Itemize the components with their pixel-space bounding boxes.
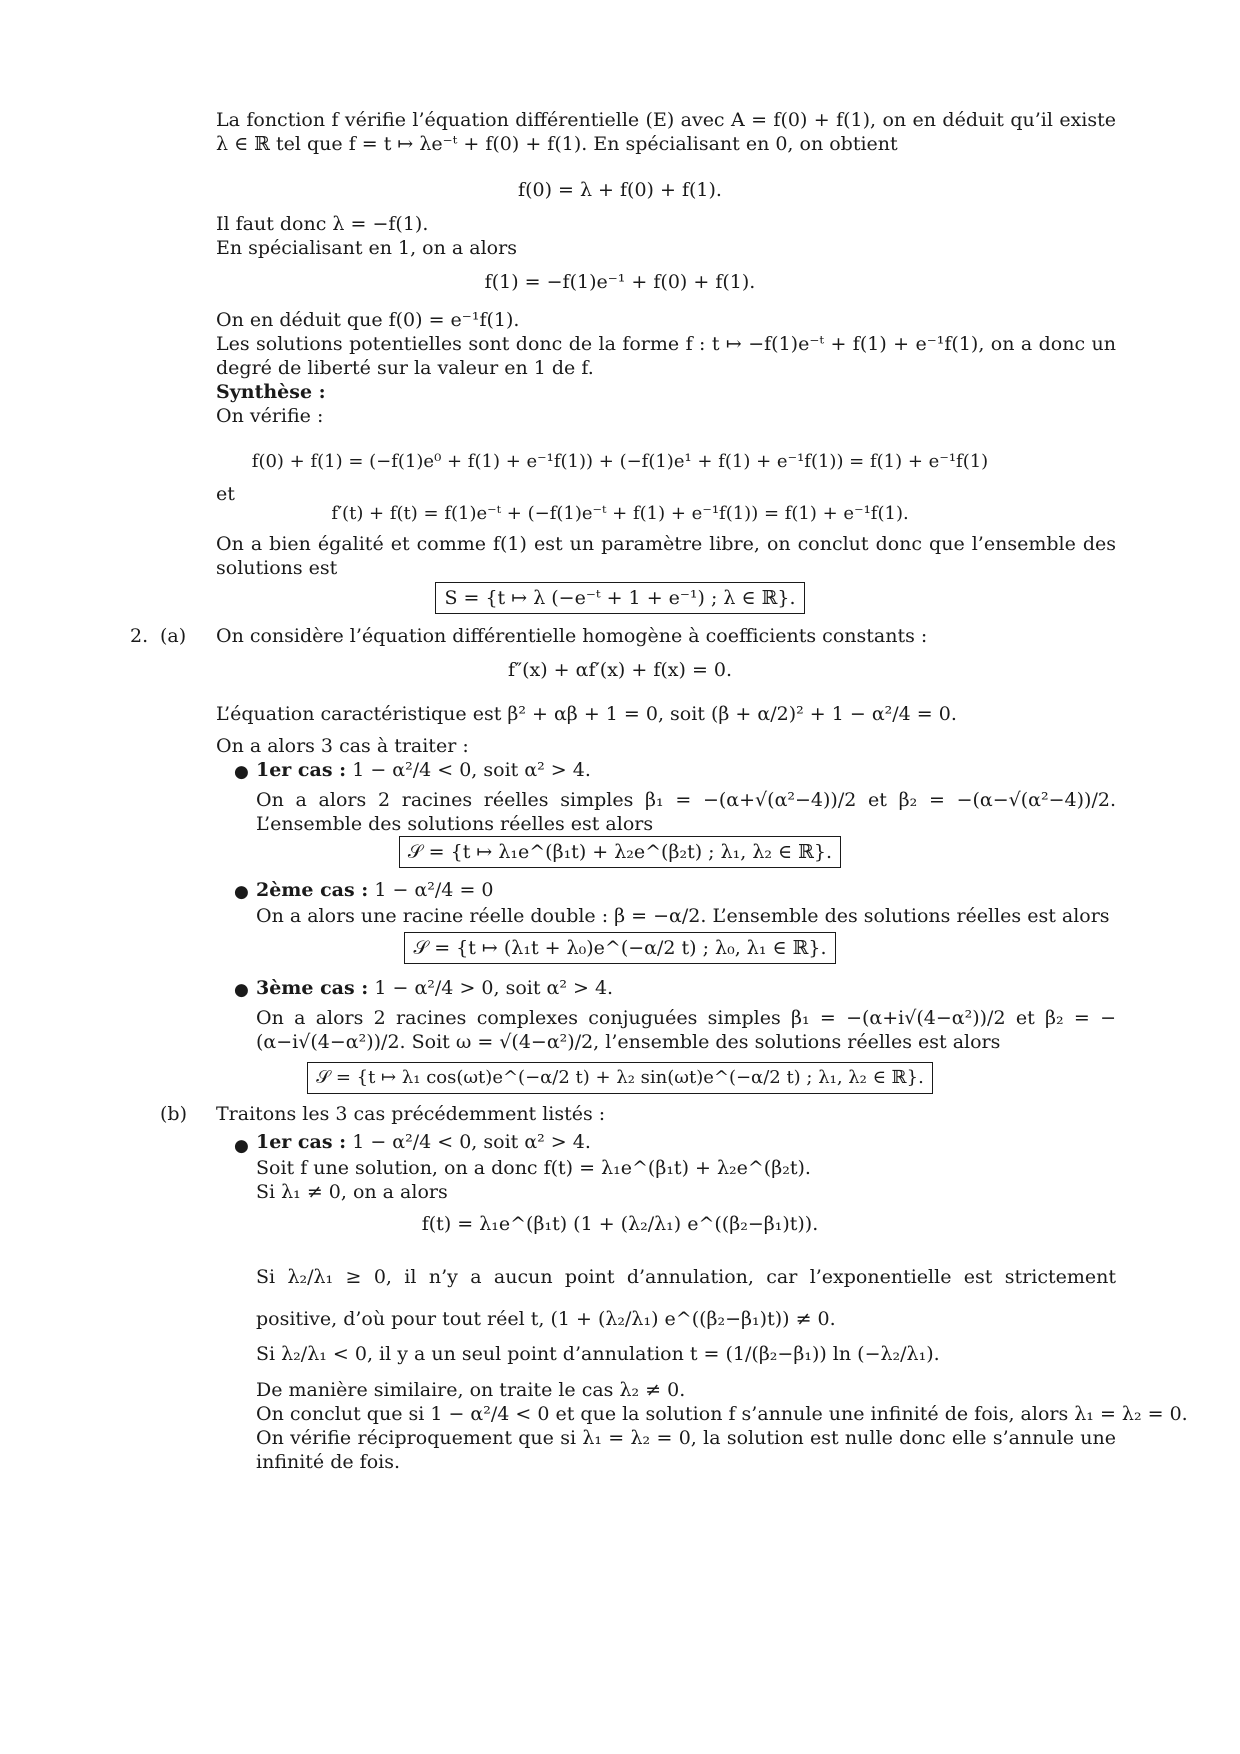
b-case-1-header — [256, 1130, 1116, 1154]
equation-verify-1: f(0) + f(1) = (−f(1)e⁰ + f(1) + e⁻¹f(1)) + (−f(1)e¹ + f(1) + e⁻¹f(1)) = f(1) + e⁻¹f(1) — [251, 451, 989, 472]
text-deduce: On en déduit que f(0) = e⁻¹f(1). — [216, 309, 520, 331]
item-label-b: (b) — [160, 1103, 187, 1125]
heading-synthese — [216, 380, 1116, 404]
equation-homogeneous: f″(x) + αf′(x) + f(x) = 0. — [507, 659, 733, 681]
b-text-5: De manière similaire, on traite le cas λ₂ ≠ 0. — [256, 1379, 686, 1401]
case-3-text: On a alors 2 racines complexes conjuguées simples β₁ = −(α+i√(4−α²))/2 et β₂ = −(α−i√(4−α²))/2. Soit ω = √(4−α²)/2, l’ensemble des solutions réelles est alors — [256, 1007, 1116, 1053]
case-3-header — [256, 976, 1116, 1000]
bullet-b-case-1: ● — [234, 1136, 249, 1156]
boxed-solution-3-wrapper — [0, 932, 1240, 964]
text-a-intro: On considère l’équation différentielle homogène à coefficients constants : — [216, 625, 928, 647]
paragraph-conclusion: On a bien égalité et comme f(1) est un paramètre libre, on conclut donc que l’ensemble des solutions est — [216, 533, 1116, 579]
boxed-solution-1: S = {t ↦ λ (−e⁻ᵗ + 1 + e⁻¹) ; λ ∈ ℝ}. — [435, 582, 804, 614]
bullet-case-1: ● — [234, 762, 249, 782]
b-text-6: On conclut que si 1 − α²/4 < 0 et que la solution f s’annule une infinité de fois, alors λ₁ = λ₂ = 0. — [256, 1403, 1188, 1425]
case-1-condition: 1 − α²/4 < 0, soit α² > 4. — [352, 759, 591, 781]
text-verify: On vérifie : — [216, 405, 324, 427]
heading-synthese-text: Synthèse : — [216, 381, 326, 403]
item-label-a: (a) — [160, 625, 187, 647]
boxed-solution-4-wrapper — [0, 1062, 1240, 1094]
text-specialize-1: En spécialisant en 1, on a alors — [216, 237, 517, 259]
b-text-1: Soit f une solution, on a donc f(t) = λ₁e^(β₁t) + λ₂e^(β₂t). — [256, 1157, 811, 1179]
case-2-text: On a alors une racine réelle double : β = −α/2. L’ensemble des solutions réelles est alors — [256, 905, 1110, 927]
boxed-solution-1-wrapper — [0, 582, 1240, 614]
b-text-4: Si λ₂/λ₁ < 0, il y a un seul point d’annulation t = (1/(β₂−β₁)) ln (−λ₂/λ₁). — [256, 1343, 940, 1365]
boxed-solution-4: 𝒮 = {t ↦ λ₁ cos(ωt)e^(−α/2 t) + λ₂ sin(ωt)e^(−α/2 t) ; λ₁, λ₂ ∈ ℝ}. — [307, 1062, 933, 1094]
case-3-title: 3ème cas : — [256, 977, 369, 999]
equation-verify-2: f′(t) + f(t) = f(1)e⁻ᵗ + (−f(1)e⁻ᵗ + f(1) + e⁻¹f(1)) = f(1) + e⁻¹f(1). — [331, 503, 909, 524]
equation-factorized: f(t) = λ₁e^(β₁t) (1 + (λ₂/λ₁) e^((β₂−β₁)t)). — [421, 1213, 819, 1235]
case-3-condition: 1 − α²/4 > 0, soit α² > 4. — [374, 977, 614, 999]
boxed-solution-3: 𝒮 = {t ↦ (λ₁t + λ₀)e^(−α/2 t) ; λ₀, λ₁ ∈ ℝ}. — [404, 932, 835, 964]
bullet-case-2: ● — [234, 882, 249, 902]
b-text-2: Si λ₁ ≠ 0, on a alors — [256, 1181, 448, 1203]
paragraph-potential-solutions: Les solutions potentielles sont donc de la forme f : t ↦ −f(1)e⁻ᵗ + f(1) + e⁻¹f(1), on a donc un degré de liberté sur la valeur en 1 de f. — [216, 333, 1116, 379]
equation-f1: f(1) = −f(1)e⁻¹ + f(0) + f(1). — [484, 271, 756, 293]
b-case-1-condition: 1 − α²/4 < 0, soit α² > 4. — [352, 1131, 591, 1153]
text-b-intro: Traitons les 3 cas précédemment listés : — [216, 1103, 606, 1125]
case-1-title: 1er cas : — [256, 759, 347, 781]
b-case-1-title: 1er cas : — [256, 1131, 347, 1153]
case-1-header — [256, 758, 1116, 782]
bullet-case-3: ● — [234, 980, 249, 1000]
text-lambda: Il faut donc λ = −f(1). — [216, 213, 429, 235]
case-2-header — [256, 878, 1116, 902]
case-2-title: 2ème cas : — [256, 879, 369, 901]
equation-f0: f(0) = λ + f(0) + f(1). — [518, 179, 722, 201]
b-text-3: Si λ₂/λ₁ ≥ 0, il n’y a aucun point d’annulation, car l’exponentielle est strictement positive, d’où pour tout réel t, (1 + (λ₂/λ₁) e^((β₂−β₁)t)) ≠ 0. — [256, 1266, 1116, 1330]
text-cases-intro: On a alors 3 cas à traiter : — [216, 735, 469, 757]
boxed-solution-2: 𝒮 = {t ↦ λ₁e^(β₁t) + λ₂e^(β₂t) ; λ₁, λ₂ ∈ ℝ}. — [399, 836, 841, 868]
boxed-solution-2-wrapper — [0, 836, 1240, 868]
b-text-7: On vérifie réciproquement que si λ₁ = λ₂ = 0, la solution est nulle donc elle s’annule une infinité de fois. — [256, 1427, 1116, 1473]
text-characteristic: L’équation caractéristique est β² + αβ + 1 = 0, soit (β + α/2)² + 1 − α²/4 = 0. — [216, 703, 957, 725]
case-2-condition: 1 − α²/4 = 0 — [374, 879, 494, 901]
case-1-text: On a alors 2 racines réelles simples β₁ = −(α+√(α²−4))/2 et β₂ = −(α−√(α²−4))/2. L’ensemble des solutions réelles est alors — [256, 789, 1116, 835]
text-et: et — [216, 483, 235, 505]
paragraph-intro: La fonction f vérifie l’équation différentielle (E) avec A = f(0) + f(1), on en déduit qu’il existe λ ∈ ℝ tel que f = t ↦ λe⁻ᵗ + f(0) + f(1). En spécialisant en 0, on obtient — [216, 109, 1116, 155]
item-number-2: 2. — [130, 625, 149, 647]
